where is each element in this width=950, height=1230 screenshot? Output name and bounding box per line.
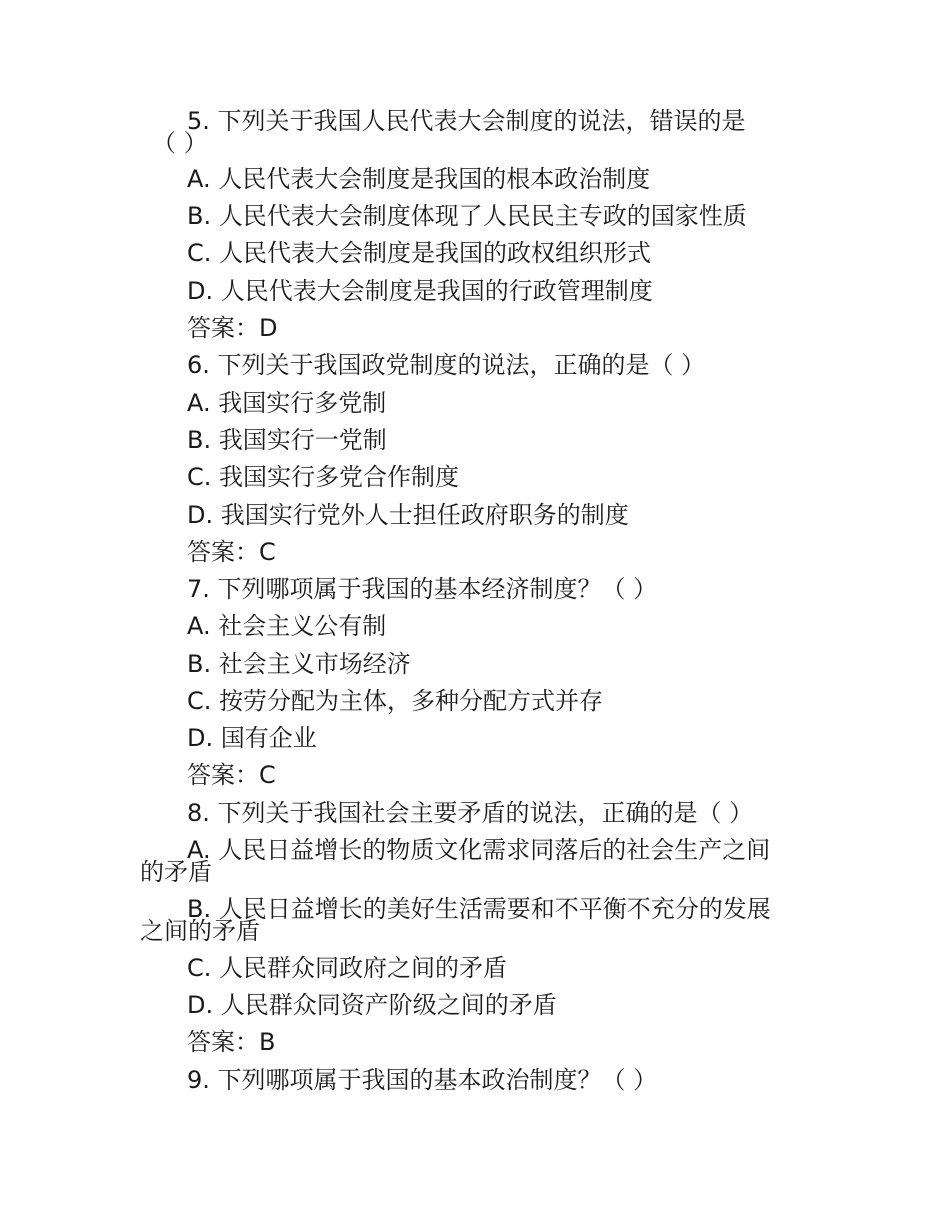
question-6-answer: 答案：C bbox=[187, 538, 276, 566]
question-7-option-c: C. 按劳分配为主体，多种分配方式并存 bbox=[187, 687, 604, 715]
question-5-stem: 5. 下列关于我国人民代表大会制度的说法，错误的是 bbox=[187, 107, 746, 135]
question-8-option-d: D. 人民群众同资产阶级之间的矛盾 bbox=[187, 991, 557, 1019]
question-6-stem: 6. 下列关于我国政党制度的说法，正确的是（ ） bbox=[187, 351, 706, 379]
question-6-option-c: C. 我国实行多党合作制度 bbox=[187, 463, 460, 491]
question-5-option-b: B. 人民代表大会制度体现了人民民主专政的国家性质 bbox=[187, 202, 747, 230]
question-8-option-a-continuation: 的矛盾 bbox=[140, 858, 212, 886]
question-8-answer: 答案：B bbox=[187, 1028, 276, 1056]
question-5-answer: 答案：D bbox=[187, 314, 278, 342]
question-8-stem: 8. 下列关于我国社会主要矛盾的说法，正确的是（ ） bbox=[187, 799, 754, 827]
question-9-stem: 9. 下列哪项属于我国的基本政治制度？（ ） bbox=[187, 1066, 658, 1094]
question-6-option-b: B. 我国实行一党制 bbox=[187, 426, 387, 454]
question-8-option-b-continuation: 之间的矛盾 bbox=[140, 917, 260, 945]
question-7-stem: 7. 下列哪项属于我国的基本经济制度？（ ） bbox=[187, 575, 658, 603]
question-6-option-a: A. 我国实行多党制 bbox=[187, 389, 387, 417]
question-8-option-b: B. 人民日益增长的美好生活需要和不平衡不充分的发展 bbox=[187, 895, 771, 923]
question-8-option-c: C. 人民群众同政府之间的矛盾 bbox=[187, 954, 508, 982]
question-5-option-a: A. 人民代表大会制度是我国的根本政治制度 bbox=[187, 165, 651, 193]
question-6-option-d: D. 我国实行党外人士担任政府职务的制度 bbox=[187, 501, 629, 529]
question-7-option-b: B. 社会主义市场经济 bbox=[187, 650, 411, 678]
question-7-answer: 答案：C bbox=[187, 761, 276, 789]
question-5-stem-continuation: （ ） bbox=[152, 129, 208, 157]
question-7-option-a: A. 社会主义公有制 bbox=[187, 612, 387, 640]
question-7-option-d: D. 国有企业 bbox=[187, 724, 317, 752]
question-8-option-a: A. 人民日益增长的物质文化需求同落后的社会生产之间 bbox=[187, 836, 771, 864]
question-5-option-d: D. 人民代表大会制度是我国的行政管理制度 bbox=[187, 277, 653, 305]
question-5-option-c: C. 人民代表大会制度是我国的政权组织形式 bbox=[187, 239, 652, 267]
